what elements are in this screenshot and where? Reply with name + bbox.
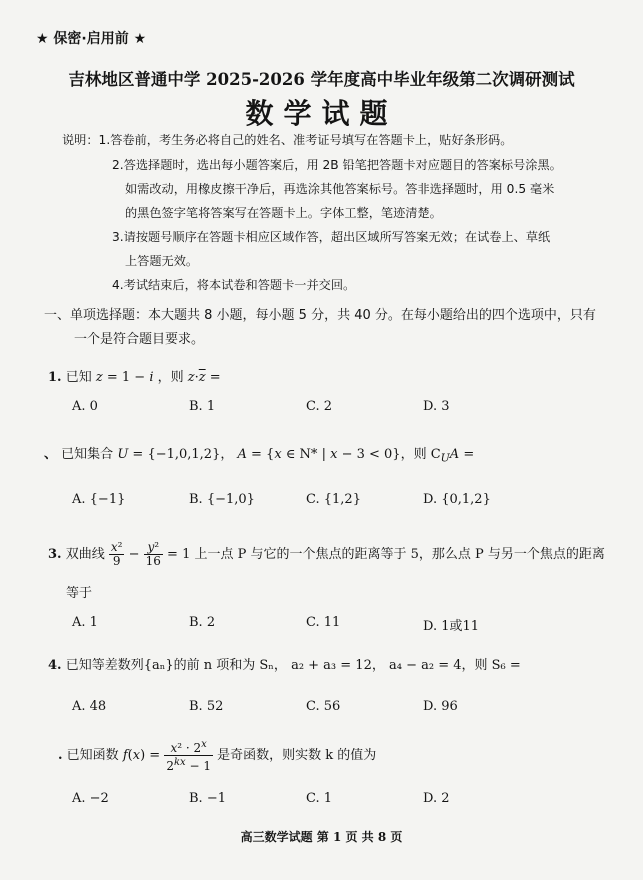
exam-title: 吉林地区普通中学 2025-2026 学年度高中毕业年级第二次调研测试 bbox=[68, 70, 575, 89]
option-b[interactable]: B. 2 bbox=[189, 615, 216, 630]
question-text: 已知等差数列{aₙ}的前 n 项和为 Sₙ， a₂ + a₃ = 12， a₄ − a₂ = 4，则 S₆ = bbox=[65, 658, 521, 673]
math-expression: z = 1 − i ，则 $z\cdot\overline{z}$ = bbox=[95, 370, 221, 385]
option-b[interactable]: B. 1 bbox=[189, 399, 216, 414]
option-d[interactable]: D. 3 bbox=[423, 399, 450, 414]
section-heading: 一、单项选择题：本大题共 8 小题，每小题 5 分，共 40 分。在每小题给出的四个选项中，只有 bbox=[44, 308, 596, 323]
option-a[interactable]: A. −2 bbox=[72, 791, 109, 806]
option-a[interactable]: A. {−1} bbox=[72, 492, 126, 507]
option-c[interactable]: C. {1,2} bbox=[306, 492, 361, 507]
note-line-7: 4.考试结束后，将本试卷和答题卡一并交回。 bbox=[112, 278, 356, 292]
question-5 bbox=[58, 738, 376, 773]
option-b[interactable]: B. 52 bbox=[189, 699, 224, 714]
question-text: 已知函数 bbox=[66, 748, 119, 763]
option-c[interactable]: C. 2 bbox=[306, 399, 333, 414]
fraction-x2-over-9: $\frac{\text{x²}}{9}$ bbox=[110, 540, 123, 568]
question-3-cont: 等于 bbox=[66, 586, 93, 601]
question-number: 3. bbox=[48, 547, 62, 562]
option-b[interactable]: B. −1 bbox=[189, 791, 226, 806]
fraction-y2-over-16: $\frac{\text{y²}}{16}$ bbox=[145, 540, 161, 568]
option-d[interactable]: D. 1或11 bbox=[423, 619, 480, 634]
page-footer: 高三数学试题 第 1 页 共 8 页 bbox=[240, 830, 403, 844]
option-c[interactable]: C. 1 bbox=[306, 791, 333, 806]
question-text: 双曲线 bbox=[65, 547, 105, 562]
note-line-2: 2.答选择题时，选出每小题答案后，用 2B 铅笔把答题卡对应题目的答案标号涂黑。 bbox=[112, 158, 562, 172]
math-expression: f(x) = bbox=[122, 748, 161, 763]
question-text: 已知集合 bbox=[61, 447, 114, 462]
option-d[interactable]: D. 2 bbox=[423, 791, 450, 806]
option-a[interactable]: A. 0 bbox=[72, 399, 98, 414]
math-expression: U = {−1,0,1,2}， A = {x ∈ N* | x − 3 < 0}，则 $C_UA$ = bbox=[117, 447, 475, 465]
note-line-3: 如需改动，用橡皮擦干净后，再选涂其他答案标号。答非选择题时，用 0.5 毫米 bbox=[125, 182, 555, 196]
section-heading-cont: 一个是符合题目要求。 bbox=[74, 332, 205, 347]
question-number: 、 bbox=[44, 447, 58, 462]
note-line-4: 的黑色签字笔将答案写在答题卡上。字体工整，笔迹清楚。 bbox=[125, 206, 442, 220]
question-text: 上一点 P 与它的一个焦点的距离等于 5，那么点 P 与另一个焦点的距离 bbox=[194, 547, 605, 562]
option-d[interactable]: D. {0,1,2} bbox=[423, 492, 491, 507]
option-a[interactable]: A. 48 bbox=[72, 699, 107, 714]
question-text: 已知 bbox=[65, 370, 92, 385]
question-2 bbox=[44, 443, 474, 465]
note-line-5: 3.请按题号顺序在答题卡相应区域作答，超出区域所写答案无效；在试卷上、草纸 bbox=[112, 230, 551, 244]
question-text: 是奇函数，则实数 k 的值为 bbox=[217, 748, 377, 763]
subject-title: 数学试题 bbox=[245, 97, 398, 130]
note-line-6: 上答题无效。 bbox=[125, 254, 199, 268]
question-number: . bbox=[58, 748, 63, 763]
option-a[interactable]: A. 1 bbox=[72, 615, 98, 630]
confidential-mark: ★ 保密·启用前 ★ bbox=[36, 31, 147, 47]
option-c[interactable]: C. 11 bbox=[306, 615, 341, 630]
option-d[interactable]: D. 96 bbox=[423, 699, 458, 714]
question-number: 4. bbox=[48, 658, 62, 673]
note-line-1: 说明：1.答卷前，考生务必将自己的姓名、准考证号填写在答题卡上，贴好条形码。 bbox=[62, 133, 513, 147]
question-1 bbox=[48, 366, 221, 385]
question-number: 1. bbox=[48, 370, 62, 385]
option-c[interactable]: C. 56 bbox=[306, 699, 341, 714]
question-3: 3. 双曲线 $\frac{\text{x²}}{9}$ − $\frac{\text{y²}}{16}$ = 1 上一点 P 与它的一个焦点的距离等于 5，那么点 P 与另一个焦点的距离 bbox=[48, 540, 605, 568]
fraction-function: $\frac{x^2 \cdot 2^x}{2^{kx} - 1}$ bbox=[166, 739, 211, 773]
option-b[interactable]: B. {−1,0} bbox=[189, 492, 255, 507]
question-4 bbox=[48, 654, 521, 673]
